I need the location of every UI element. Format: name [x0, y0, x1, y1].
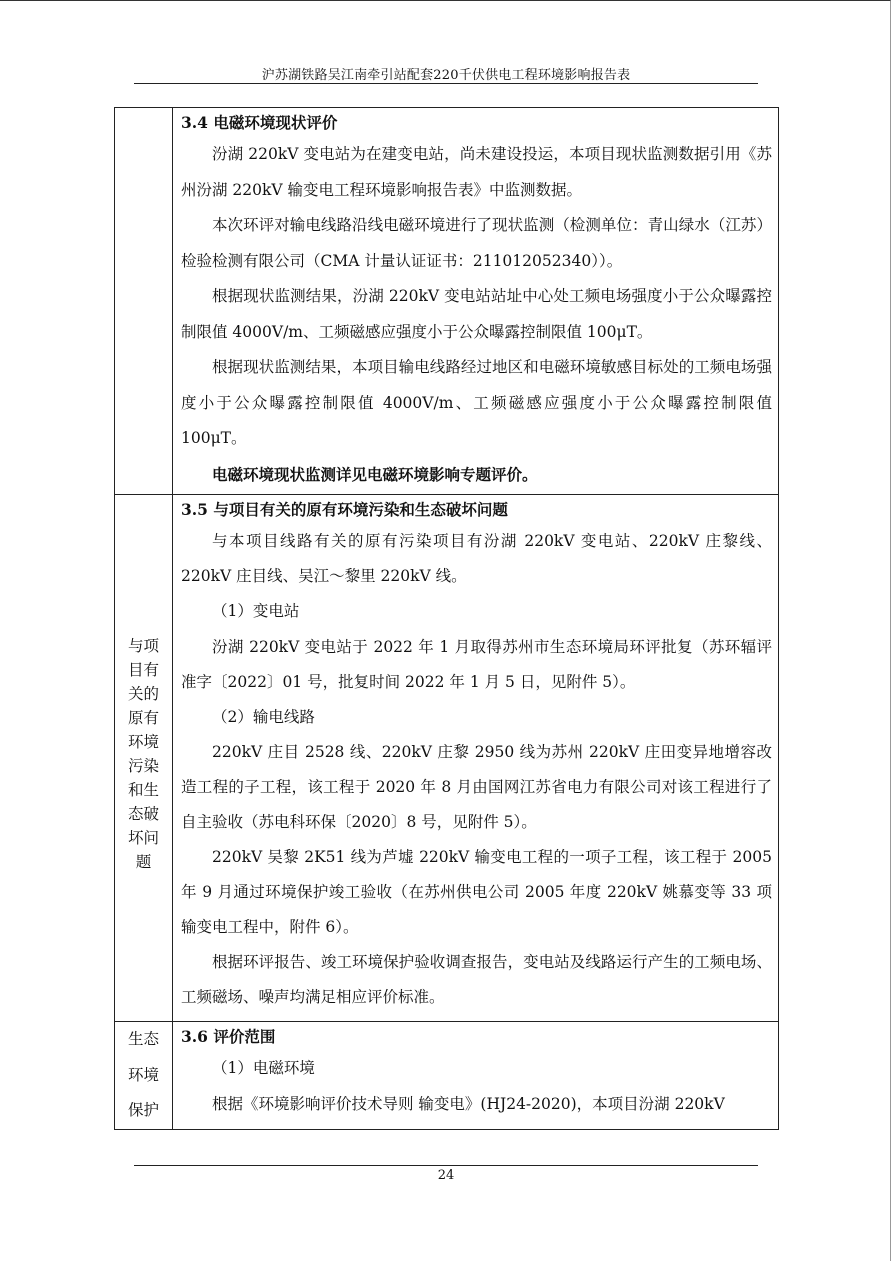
left-label-line: 与项: [127, 637, 159, 655]
table-row-3-4: [115, 108, 779, 495]
section-3-5-paragraph-5: 根据环评报告、竣工环境保护验收调查报告，变电站及线路运行产生的工频电场、工频磁场、噪声均满足相应评价标准。: [181, 953, 772, 1006]
section-3-4-paragraph-1: 汾湖 220kV 变电站为在建变电站，尚未建设投运，本项目现状监测数据引用《苏州汾湖 220kV 输变电工程环境影响报告表》中监测数据。: [181, 145, 772, 199]
left-label-cell-empty: [115, 108, 173, 495]
section-3-5-subheading-2: （2）输电线路: [212, 707, 315, 726]
left-label-line: 和生: [127, 781, 159, 799]
table-row-3-5: [115, 495, 779, 1022]
section-3-4-title: 3.4 电磁环境现状评价: [181, 113, 338, 132]
section-3-5-paragraph-4: 220kV 吴黎 2K51 线为芦墟 220kV 输变电工程的一项子工程，该工程于 2005 年 9 月通过环境保护竣工验收（在苏州供电公司 2005 年度 220kV 姚慕变等 33 项输变电工程中，附件 6）。: [181, 848, 772, 936]
section-3-5-cell: [173, 495, 779, 1022]
section-3-4-paragraph-3: 根据现状监测结果，汾湖 220kV 变电站站址中心处工频电场强度小于公众曝露控制限值 4000V/m、工频磁感应强度小于公众曝露控制限值 100μT。: [181, 287, 772, 341]
footer-rule: [134, 1165, 758, 1166]
section-3-5-title: 3.5 与项目有关的原有环境污染和生态破坏问题: [181, 500, 508, 519]
section-3-6-title: 3.6 评价范围: [181, 1027, 276, 1046]
section-3-4-paragraph-2: 本次环评对输电线路沿线电磁环境进行了现状监测（检测单位：青山绿水（江苏）检验检测有限公司（CMA 计量认证证书：211012052340））。: [181, 216, 772, 270]
table-row-3-6: [115, 1022, 779, 1130]
section-3-4-paragraph-4: 根据现状监测结果，本项目输电线路经过地区和电磁环境敏感目标处的工频电场强度小于公众曝露控制限值 4000V/m、工频磁感应强度小于公众曝露控制限值 100μT。: [181, 358, 772, 447]
report-table: [114, 107, 779, 1130]
left-label-cell-3-6: [115, 1022, 173, 1130]
section-3-6-subheading-1: （1）电磁环境: [212, 1059, 315, 1077]
section-3-4-cell: [173, 108, 779, 495]
left-label-line: 生态: [127, 1030, 159, 1048]
page-number: 24: [437, 1168, 455, 1183]
left-label-line: 关的: [127, 685, 159, 703]
section-3-5-paragraph-2: 汾湖 220kV 变电站于 2022 年 1 月取得苏州市生态环境局环评批复（苏环辐评准字〔2022〕01 号，批复时间 2022 年 1 月 5 日，见附件 5）。: [181, 637, 772, 691]
section-3-4-bold-note: 电磁环境现状监测详见电磁环境影响专题评价。: [212, 464, 538, 484]
left-label-line: 态破: [127, 805, 159, 823]
left-label-line: 保护: [127, 1101, 159, 1119]
left-label-line: 环境: [127, 1065, 159, 1084]
left-label-line: 污染: [127, 757, 159, 775]
section-3-5-paragraph-3: 220kV 庄目 2528 线、220kV 庄黎 2950 线为苏州 220kV 庄田变异地增容改造工程的子工程，该工程于 2020 年 8 月由国网江苏省电力有限公司对该工程进行了自主验收（苏电科环保〔2020〕8 号，见附件 5）。: [181, 743, 772, 831]
page-header: 沪苏湖铁路吴江南牵引站配套220千伏供电工程环境影响报告表: [261, 68, 631, 83]
left-label-line: 坏问: [127, 829, 159, 847]
left-label-cell-3-5: [115, 495, 173, 1022]
left-label-line: 题: [135, 853, 152, 871]
section-3-6-paragraph-1: 根据《环境影响评价技术导则 输变电》(HJ24-2020)，本项目汾湖 220kV: [212, 1094, 725, 1113]
section-3-5-paragraph-1: 与本项目线路有关的原有污染项目有汾湖 220kV 变电站、220kV 庄黎线、220kV 庄目线、吴江～黎里 220kV 线。: [181, 532, 772, 585]
left-label-3-6: [115, 1022, 172, 1129]
left-label-3-5: [115, 495, 172, 874]
header-rule: [134, 83, 758, 84]
section-3-6-cell: [173, 1022, 779, 1130]
left-label-line: 环境: [127, 733, 159, 751]
left-label-line: 原有: [127, 709, 159, 727]
left-label-line: 目有: [127, 661, 159, 679]
section-3-5-subheading-1: （1）变电站: [212, 602, 300, 620]
